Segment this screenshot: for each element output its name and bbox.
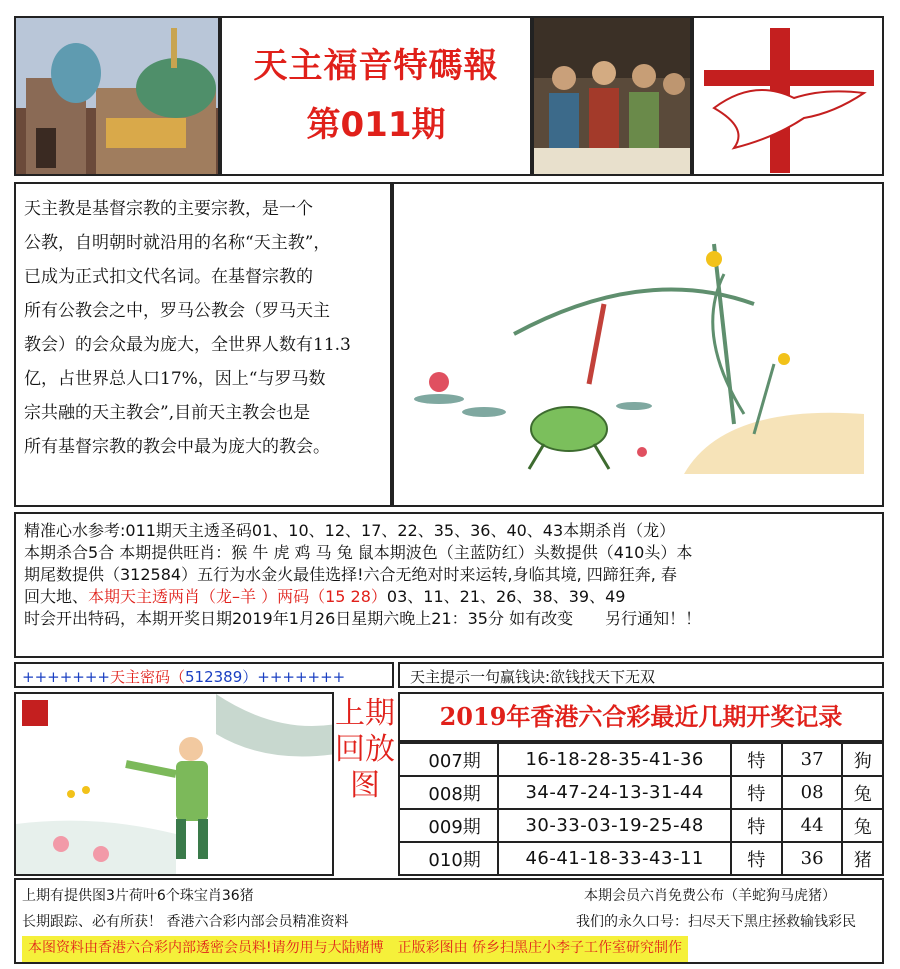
- tips-line: 期尾数提供（312584）五行为水金火最佳选择!六合无绝对时来运转,身临其境, 四蹄狂奔, 春: [24, 565, 677, 584]
- issue-number: 第011期: [306, 105, 446, 145]
- period-cell: 008期: [399, 776, 498, 809]
- code-prefix: +++++++: [22, 668, 110, 686]
- code-label: 天主密码（: [109, 668, 185, 686]
- tips-line: 时会开出特码，本期开奖日期2019年1月26日星期六晚上21：35分 如有改变 另行通知！！: [24, 609, 702, 628]
- special-number-cell: 44: [782, 809, 843, 842]
- footer-slogan: 我们的永久口号：扫尽天下黑庄拯救输钱彩民: [576, 914, 856, 930]
- zodiac-cell: 兔: [842, 776, 883, 809]
- church-image: [14, 16, 220, 176]
- special-number-cell: 36: [782, 842, 843, 875]
- title-panel: [220, 16, 532, 176]
- footer-right-note: 本期会员六肖免费公布（羊蛇狗马虎猪）: [584, 888, 836, 904]
- footer-panel: [14, 878, 884, 964]
- last-supper-painting: [532, 16, 692, 176]
- numbers-cell: 34-47-24-13-31-44: [498, 776, 731, 809]
- footer-disclaimer: 本图资料由香港六合彩内部透密会员料!请勿用与大陆赌博 正版彩图由 侨乡扫黑庄小李子工作室研究制作: [22, 936, 688, 962]
- code-suffix: ）+++++++: [242, 668, 346, 686]
- secret-code-strip: [14, 662, 394, 688]
- tips-line: 本期杀合5合 本期提供旺肖：猴 牛 虎 鸡 马 兔 鼠本期波色（主蓝防红）头数提供（410头）本: [24, 543, 693, 562]
- hint-text: 天主提示一句赢钱诀:欲钱找天下无双: [410, 668, 656, 686]
- tips-text: 03、11、21、26、38、39、49: [386, 587, 626, 606]
- numbers-cell: 30-33-03-19-25-48: [498, 809, 731, 842]
- tips-line: 精准心水参考:011期天主透圣码01、10、12、17、22、35、36、40、43本期杀肖（龙）: [24, 521, 676, 540]
- tips-line: [24, 586, 874, 608]
- intro-text: 天主教是基督宗教的主要宗教，是一个 公教，自明朝时就沿用的名称“天主教”， 已成为正式扣文代名词。在基督宗教的 所有公教会之中，罗马公教会（罗马天主 教会）的会众最为庞大，全世界人数有11.3 亿，占世界总人口17%，因上“与罗马数 宗共融的天主教会”,目前天主教会也是 所有基督宗教的教会中最为庞大的教会。: [24, 199, 351, 457]
- frog-illustration: [392, 182, 884, 507]
- page-title: 天主福音特碼報: [253, 46, 499, 86]
- numbers-cell: 46-41-18-33-43-11: [498, 842, 731, 875]
- special-number-cell: 08: [782, 776, 843, 809]
- table-row: [399, 776, 883, 809]
- footer-left-note: 长期跟踪、必有所获！ 香港六合彩内部会员精准资料: [22, 914, 349, 930]
- secret-code-value: 512389: [185, 668, 243, 686]
- history-title: 2019年香港六合彩最近几期开奖记录: [398, 692, 884, 742]
- special-label-cell: 特: [731, 743, 782, 776]
- cross-dove-image: [692, 16, 884, 176]
- history-table: [398, 742, 884, 876]
- hint-strip: [398, 662, 884, 688]
- table-row: [399, 809, 883, 842]
- table-row: [399, 743, 883, 776]
- tips-panel: [14, 512, 884, 658]
- period-cell: 009期: [399, 809, 498, 842]
- zodiac-cell: 兔: [842, 809, 883, 842]
- footer-left-note: 上期有提供图3片荷叶6个珠宝肖36猪: [22, 888, 254, 904]
- boy-illustration: [14, 692, 334, 876]
- period-cell: 010期: [399, 842, 498, 875]
- zodiac-cell: 狗: [842, 743, 883, 776]
- table-row: [399, 842, 883, 875]
- numbers-cell: 16-18-28-35-41-36: [498, 743, 731, 776]
- special-label-cell: 特: [731, 809, 782, 842]
- special-label-cell: 特: [731, 776, 782, 809]
- last-issue-replay-label: 上期回放图: [334, 692, 396, 876]
- special-label-cell: 特: [731, 842, 782, 875]
- zodiac-cell: 猪: [842, 842, 883, 875]
- tips-highlight: 本期天主透两肖（龙–羊 ）两码（15 28）: [88, 587, 387, 606]
- intro-panel: [14, 182, 392, 507]
- special-number-cell: 37: [782, 743, 843, 776]
- period-cell: 007期: [399, 743, 498, 776]
- tips-text: 回大地、: [24, 587, 89, 606]
